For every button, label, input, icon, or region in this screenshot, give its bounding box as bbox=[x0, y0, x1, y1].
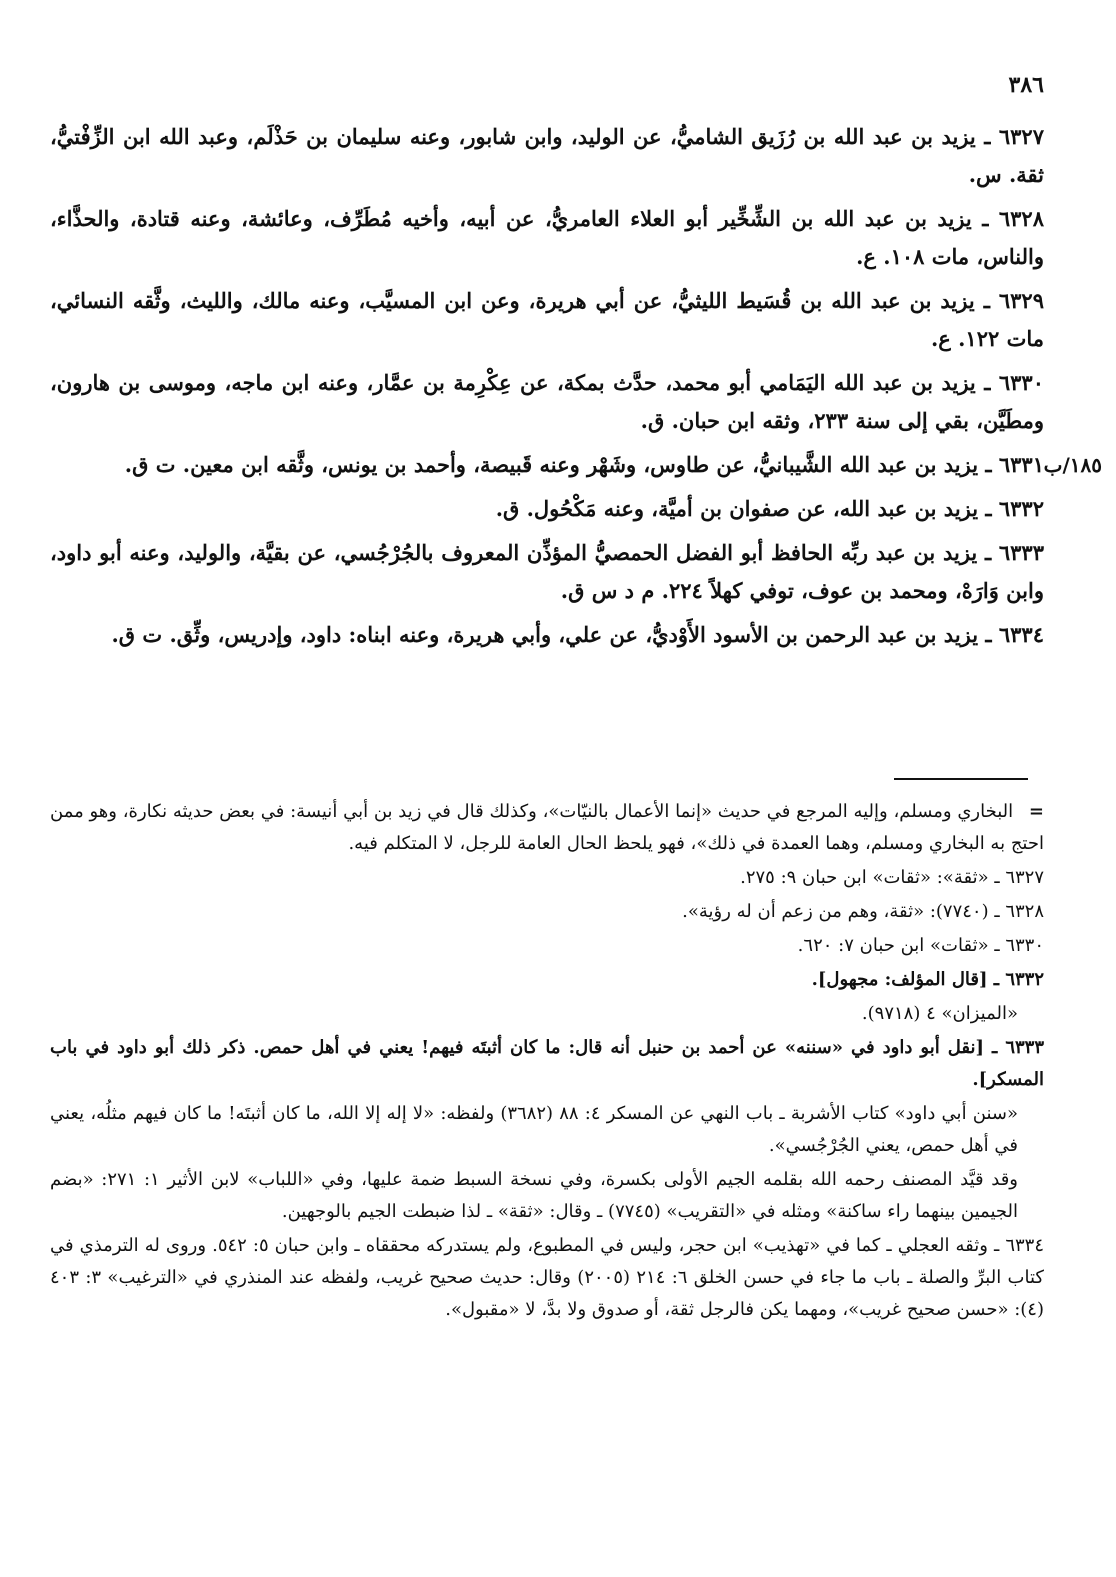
entry-number: ٦٣٣٣ bbox=[998, 540, 1044, 565]
entry-text: يزيد بن عبد الله بن الشِّخِّير أبو العلاء العامريُّ، عن أبيه، وأخيه مُطَرِّف، وعائشة، وعنه قتادة، والحذَّاء، والناس، مات ١٠٨. ع. bbox=[50, 206, 1044, 269]
entry-6328: ٦٣٢٨ ـ يزيد بن عبد الله بن الشِّخِّير أبو العلاء العامريُّ، عن أبيه، وأخيه مُطَرِّف، وعائشة، وعنه قتادة، والحذَّاء، والناس، مات ١٠٨. ع. bbox=[50, 206, 1044, 269]
footnote-separator bbox=[894, 778, 1028, 780]
footnote-6328: ٦٣٢٨ ـ (٧٧٤٠): «ثقة، وهم من زعم أن له رؤية». bbox=[682, 901, 1044, 922]
entry-number: ٦٣٣٤ bbox=[998, 622, 1044, 647]
footnote-6333: ٦٣٣٣ ـ [نقل أبو داود في «سننه» عن أحمد بن حنبل أنه قال: ما كان أثبتَه فيهم! يعني في أهل حمص. ذكر ذلك أبو داود في باب المسكر]. bbox=[50, 1037, 1044, 1090]
entry-6331: ١٨٥/ب ٦٣٣١ ـ يزيد بن عبد الله الشَّيبانيُّ، عن طاوس، وشَهْر وعنه قَبيصة، وأحمد بن يونس، وثَّقه ابن معين. ت ق. bbox=[50, 446, 1044, 484]
entry-number: ٦٣٢٩ bbox=[998, 288, 1044, 313]
narrator-entries bbox=[50, 118, 1102, 660]
entry-text: يزيد بن عبد ربِّه الحافظ أبو الفضل الحمصيُّ المؤذِّن المعروف بالجُرْجُسي، عن بقيَّة، والوليد، وعنه أبو داود، وابن وَارَهْ، ومحمد بن عوف، توفي كهلاً ٢٢٤. م د س ق. bbox=[50, 540, 1044, 603]
entry-text: يزيد بن عبد الله اليَمَامي أبو محمد، حدَّث بمكة، عن عِكْرِمة بن عمَّار، وعنه ابن ماجه، وموسى بن هارون، ومطَيَّن، بقي إلى سنة ٢٣٣، وثقه ابن حبان. ق. bbox=[50, 370, 1044, 433]
page-number: ٣٨٦ bbox=[1008, 72, 1044, 98]
entry-6327: ٦٣٢٧ ـ يزيد بن عبد الله بن رُزَيق الشاميُّ، عن الوليد، وابن شابور، وعنه سليمان بن حَذْلَم، وعبد الله ابن الزِّفْتيُّ، ثقة. س. bbox=[50, 124, 1044, 187]
footnote-6327: ٦٣٢٧ ـ «ثقة»: «ثقات» ابن حبان ٩: ٢٧٥. bbox=[740, 867, 1044, 888]
entry-6330: ٦٣٣٠ ـ يزيد بن عبد الله اليَمَامي أبو محمد، حدَّث بمكة، عن عِكْرِمة بن عمَّار، وعنه ابن ماجه، وموسى بن هارون، ومطَيَّن، بقي إلى سنة ٢٣٣، وثقه ابن حبان. ق. bbox=[50, 370, 1044, 433]
entry-6333: ٦٣٣٣ ـ يزيد بن عبد ربِّه الحافظ أبو الفضل الحمصيُّ المؤذِّن المعروف بالجُرْجُسي، عن بقيَّة، والوليد، وعنه أبو داود، وابن وَارَهْ، ومحمد بن عوف، توفي كهلاً ٢٢٤. م د س ق. bbox=[50, 540, 1044, 603]
entry-6329: ٦٣٢٩ ـ يزيد بن عبد الله بن قُسَيط الليثيُّ، عن أبي هريرة، وعن ابن المسيَّب، وعنه مالك، والليث، وثَّقه النسائي، مات ١٢٢. ع. bbox=[50, 288, 1044, 351]
entry-6332: ٦٣٣٢ ـ يزيد بن عبد الله، عن صفوان بن أميَّة، وعنه مَكْحُول. ق. bbox=[495, 496, 1044, 521]
footnote-6333-ref: «سنن أبي داود» كتاب الأشربة ـ باب النهي عن المسكر ٤: ٨٨ (٣٦٨٢) ولفظه: «لا إله إلا الله، ما كان أثبتَه! ما كان فيهم مثلُه، يعني في أهل حمص، يعني الجُرْجُسي». bbox=[50, 1103, 1018, 1156]
footnote-continuation bbox=[50, 796, 1044, 860]
entry-number: ٦٣٢٨ bbox=[998, 206, 1044, 231]
manuscript-folio-marker: ١٨٥/ب bbox=[1043, 453, 1102, 477]
footnote-6332: ٦٣٣٢ ـ [قال المؤلف: مجهول]. bbox=[811, 969, 1044, 990]
footnote-6333-spelling: وقد قيَّد المصنف رحمه الله بقلمه الجيم الأولى بكسرة، وفي نسخة السبط ضمة عليها، وفي «اللباب» لابن الأثير ١: ٢٧١: «بضم الجيمين بينهما راء ساكنة» ومثله في «التقريب» (٧٧٤٥) ـ وقال: «ثقة» ـ لذا ضبطت الجيم بالوجهين. bbox=[50, 1169, 1018, 1222]
entry-number: ٦٣٢٧ bbox=[998, 124, 1044, 149]
footnote-6334: ٦٣٣٤ ـ وثقه العجلي ـ كما في «تهذيب» ابن حجر، وليس في المطبوع، ولم يستدركه محققاه ـ وابن حبان ٥: ٥٤٢. وروى له الترمذي في كتاب البرِّ والصلة ـ باب ما جاء في حسن الخلق ٦: ٢١٤ (٢٠٠٥) وقال: حديث صحيح غريب، ولفظه عند المنذري في «الترغيب» ٣: ٤٠٣ (٤): «حسن صحيح غريب»، ومهما يكن فالرجل ثقة، أو صدوق ولا بدَّ، لا «مقبول». bbox=[50, 1235, 1044, 1320]
entry-number: ٦٣٣٠ bbox=[998, 370, 1044, 395]
entry-text: يزيد بن عبد الله بن رُزَيق الشاميُّ، عن الوليد، وابن شابور، وعنه سليمان بن حَذْلَم، وعبد الله ابن الزِّفْتيُّ، ثقة. س. bbox=[50, 124, 1044, 187]
entry-number: ٦٣٣١ bbox=[998, 452, 1044, 477]
entry-text: يزيد بن عبد الله الشَّيبانيُّ، عن طاوس، وشَهْر وعنه قَبيصة، وأحمد بن يونس، وثَّقه ابن معين. ت ق. bbox=[124, 452, 979, 477]
entry-text: يزيد بن عبد الله بن قُسَيط الليثيُّ، عن أبي هريرة، وعن ابن المسيَّب، وعنه مالك، والليث، وثَّقه النسائي، مات ١٢٢. ع. bbox=[50, 288, 1044, 351]
footnote-text: البخاري ومسلم، وإليه المرجع في حديث «إنما الأعمال بالنيّات»، وكذلك قال في زيد بن أبي أنيسة: في بعض حديثه نكارة، وهو ممن احتج به البخاري ومسلم، وهما العمدة في ذلك»، فهو يلحظ الحال العامة للرجل، لا المتكلم فيه. bbox=[50, 801, 1044, 854]
continuation-mark: = bbox=[1028, 801, 1044, 822]
footnote-6332-ref: «الميزان» ٤ (٩٧١٨). bbox=[861, 1003, 1018, 1024]
footnote-6330: ٦٣٣٠ ـ «ثقات» ابن حبان ٧: ٦٢٠. bbox=[797, 935, 1044, 956]
footnotes bbox=[50, 796, 1044, 1328]
entry-text: يزيد بن عبد الرحمن بن الأسود الأَوْديُّ، عن علي، وأبي هريرة، وعنه ابناه: داود، وإدريس، وثِّق. ت ق. bbox=[111, 622, 979, 647]
entry-6334: ٦٣٣٤ ـ يزيد بن عبد الرحمن بن الأسود الأَوْديُّ، عن علي، وأبي هريرة، وعنه ابناه: داود، وإدريس، وثِّق. ت ق. bbox=[111, 622, 1044, 647]
entry-number: ٦٣٣٢ bbox=[998, 496, 1044, 521]
entry-text: يزيد بن عبد الله، عن صفوان بن أميَّة، وعنه مَكْحُول. ق. bbox=[495, 496, 979, 521]
